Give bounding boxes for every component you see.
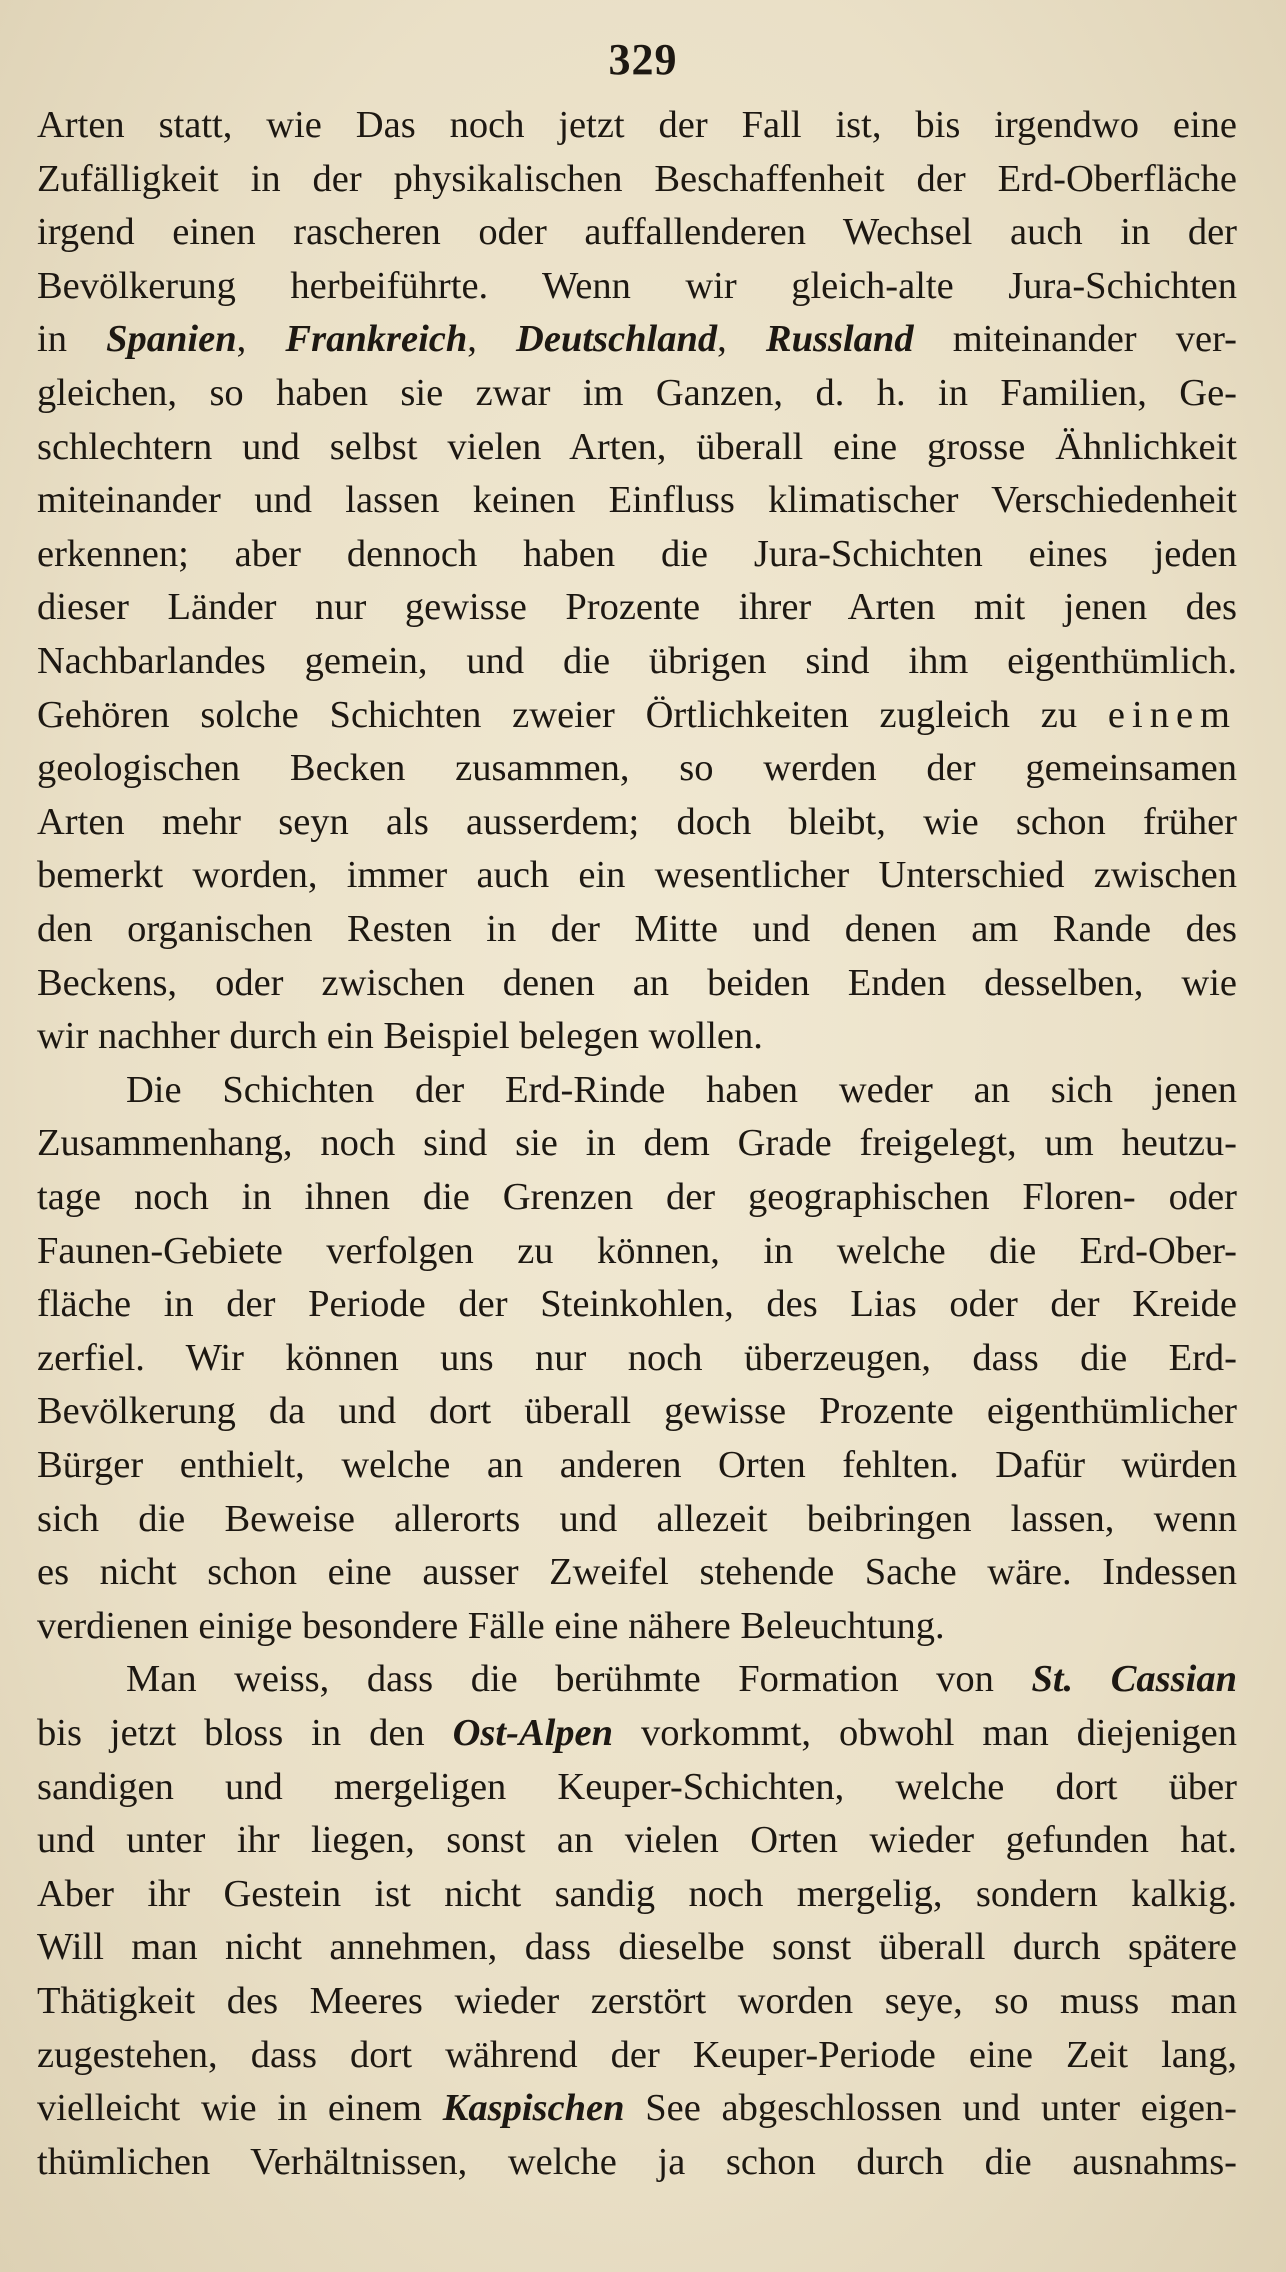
text-line: [37, 1009, 1237, 1063]
text-segment: gleichen, so haben sie zwar im Ganzen, d. h. in Familien, Ge-: [37, 372, 1237, 414]
spaced-text: einem: [1107, 693, 1237, 736]
text-segment: Arten statt, wie Das noch jetzt der Fall ist, bis irgendwo eine: [37, 104, 1237, 146]
text-line: [37, 527, 1237, 581]
text-segment: wir nachher durch ein Beispiel belegen wollen.: [37, 1015, 763, 1058]
text-segment: dieser Länder nur gewisse Prozente ihrer Arten mit jenen des: [37, 586, 1237, 629]
text-segment: erkennen; aber dennoch haben die Jura-Schichten eines jeden: [37, 532, 1237, 575]
text-segment: Bevölkerung herbeiführte. Wenn wir gleich-alte Jura-Schichten: [37, 264, 1237, 307]
text-line: [37, 473, 1237, 527]
text-segment: Arten mehr seyn als ausserdem; doch bleibt, wie schon früher: [37, 800, 1237, 843]
text-line: [37, 1384, 1237, 1438]
text-line: [37, 1224, 1237, 1278]
text-line: [37, 1867, 1237, 1921]
text-line: [37, 1599, 1237, 1653]
text-segment: thümlichen Verhältnissen, welche ja schon durch die ausnahms-: [37, 2140, 1237, 2183]
text-segment: ,: [467, 318, 517, 361]
text-line: [37, 1492, 1237, 1546]
text-segment: miteinander ver-: [913, 318, 1237, 361]
text-segment: und unter ihr liegen, sonst an vielen Orten wieder gefunden hat.: [37, 1819, 1237, 1862]
text-line: [37, 1116, 1237, 1170]
text-line: [37, 741, 1237, 795]
text-segment: Gehören solche Schichten zweier Örtlichkeiten zugleich zu: [37, 693, 1108, 736]
text-segment: Bevölkerung da und dort überall gewisse Prozente eigenthümlicher: [37, 1390, 1237, 1433]
italic-text: Frankreich: [285, 318, 468, 361]
text-segment: See abgeschlossen und unter eigen-: [624, 2087, 1237, 2130]
text-line: [37, 902, 1237, 956]
text-segment: miteinander und lassen keinen Einfluss klimatischer Verschiedenheit: [37, 479, 1237, 522]
text-line: [37, 1974, 1237, 2028]
italic-text: Russland: [765, 318, 914, 361]
text-line: [37, 420, 1237, 474]
text-line: [37, 312, 1237, 366]
text-segment: fläche in der Periode der Steinkohlen, des Lias oder der Kreide: [37, 1283, 1237, 1326]
text-segment: zerfiel. Wir können uns nur noch überzeugen, dass die Erd-: [37, 1336, 1237, 1379]
text-segment: in: [37, 318, 107, 361]
text-segment: Faunen-Gebiete verfolgen zu können, in welche die Erd-Ober-: [37, 1229, 1237, 1272]
text-line: [37, 152, 1237, 206]
page-number: 329: [608, 35, 678, 84]
text-segment: Bürger enthielt, welche an anderen Orten fehlten. Dafür würden: [37, 1444, 1237, 1486]
text-line: [37, 366, 1237, 420]
text-line: [37, 2081, 1237, 2135]
text-segment: tage noch in ihnen die Grenzen der geographischen Floren- oder: [37, 1176, 1237, 1218]
text-line: [37, 1760, 1237, 1814]
text-line: [37, 848, 1237, 902]
text-segment: geologischen Becken zusammen, so werden der gemeinsamen: [37, 747, 1237, 790]
text-line: [37, 1170, 1237, 1224]
text-segment: den organischen Resten in der Mitte und denen am Rande des: [37, 908, 1237, 950]
text-line: [37, 1706, 1237, 1760]
text-line: [37, 688, 1237, 742]
italic-text: Spanien: [106, 318, 237, 361]
text-line: [37, 795, 1237, 849]
text-line: [37, 1813, 1237, 1867]
text-line: [37, 98, 1237, 152]
text-segment: zugestehen, dass dort während der Keuper-Periode eine Zeit lang,: [37, 2033, 1237, 2076]
text-segment: verdienen einige besondere Fälle eine nähere Beleuchtung.: [37, 1604, 945, 1647]
text-line: [37, 2028, 1237, 2082]
italic-text: Ost-Alpen: [452, 1712, 614, 1754]
text-line: [37, 634, 1237, 688]
text-line: [37, 2135, 1237, 2189]
text-segment: Zusammenhang, noch sind sie in dem Grade freigelegt, um heutzu-: [37, 1122, 1237, 1165]
text-segment: Zufälligkeit in der physikalischen Beschaffenheit der Erd-Oberfläche: [37, 157, 1237, 200]
text-line: [37, 1277, 1237, 1331]
text-line: [37, 956, 1237, 1010]
text-segment: Man weiss, dass die berühmte Formation von: [126, 1658, 1032, 1701]
italic-text: Kaspischen: [442, 2087, 625, 2130]
italic-text: St. Cassian: [1031, 1658, 1237, 1701]
text-line: [126, 1063, 1237, 1117]
text-line: [37, 1920, 1237, 1974]
text-line: [37, 580, 1237, 634]
text-segment: schlechtern und selbst vielen Arten, überall eine grosse Ähnlichkeit: [37, 425, 1237, 468]
text-segment: vielleicht wie in einem: [37, 2087, 443, 2130]
text-segment: Aber ihr Gestein ist nicht sandig noch mergelig, sondern kalkig.: [37, 1872, 1237, 1915]
text-line: [126, 1652, 1237, 1706]
italic-text: Deutschland: [516, 318, 718, 361]
text-segment: es nicht schon eine ausser Zweifel stehende Sache wäre. Indessen: [37, 1551, 1237, 1594]
text-line: [37, 1331, 1237, 1385]
text-line: [37, 1438, 1237, 1492]
text-segment: ,: [236, 318, 286, 361]
text-segment: bemerkt worden, immer auch ein wesentlicher Unterschied zwischen: [37, 854, 1237, 897]
text-segment: Nachbarlandes gemein, und die übrigen sind ihm eigenthümlich.: [37, 640, 1237, 682]
text-segment: vorkommt, obwohl man diejenigen: [613, 1712, 1237, 1754]
text-segment: bis jetzt bloss in den: [37, 1712, 453, 1754]
text-line: [37, 1545, 1237, 1599]
text-segment: Will man nicht annehmen, dass dieselbe sonst überall durch spätere: [37, 1926, 1237, 1969]
text-segment: Die Schichten der Erd-Rinde haben weder an sich jenen: [126, 1068, 1237, 1111]
text-line: [37, 205, 1237, 259]
text-line: [37, 259, 1237, 313]
text-segment: sich die Beweise allerorts und allezeit beibringen lassen, wenn: [37, 1497, 1237, 1540]
text-segment: irgend einen rascheren oder auffallenderen Wechsel auch in der: [37, 211, 1237, 254]
text-segment: Beckens, oder zwischen denen an beiden Enden desselben, wie: [37, 961, 1237, 1004]
text-segment: Thätigkeit des Meeres wieder zerstört worden seye, so muss man: [37, 1980, 1237, 2022]
text-segment: sandigen und mergeligen Keuper-Schichten, welche dort über: [37, 1765, 1237, 1808]
text-segment: ,: [717, 318, 766, 361]
